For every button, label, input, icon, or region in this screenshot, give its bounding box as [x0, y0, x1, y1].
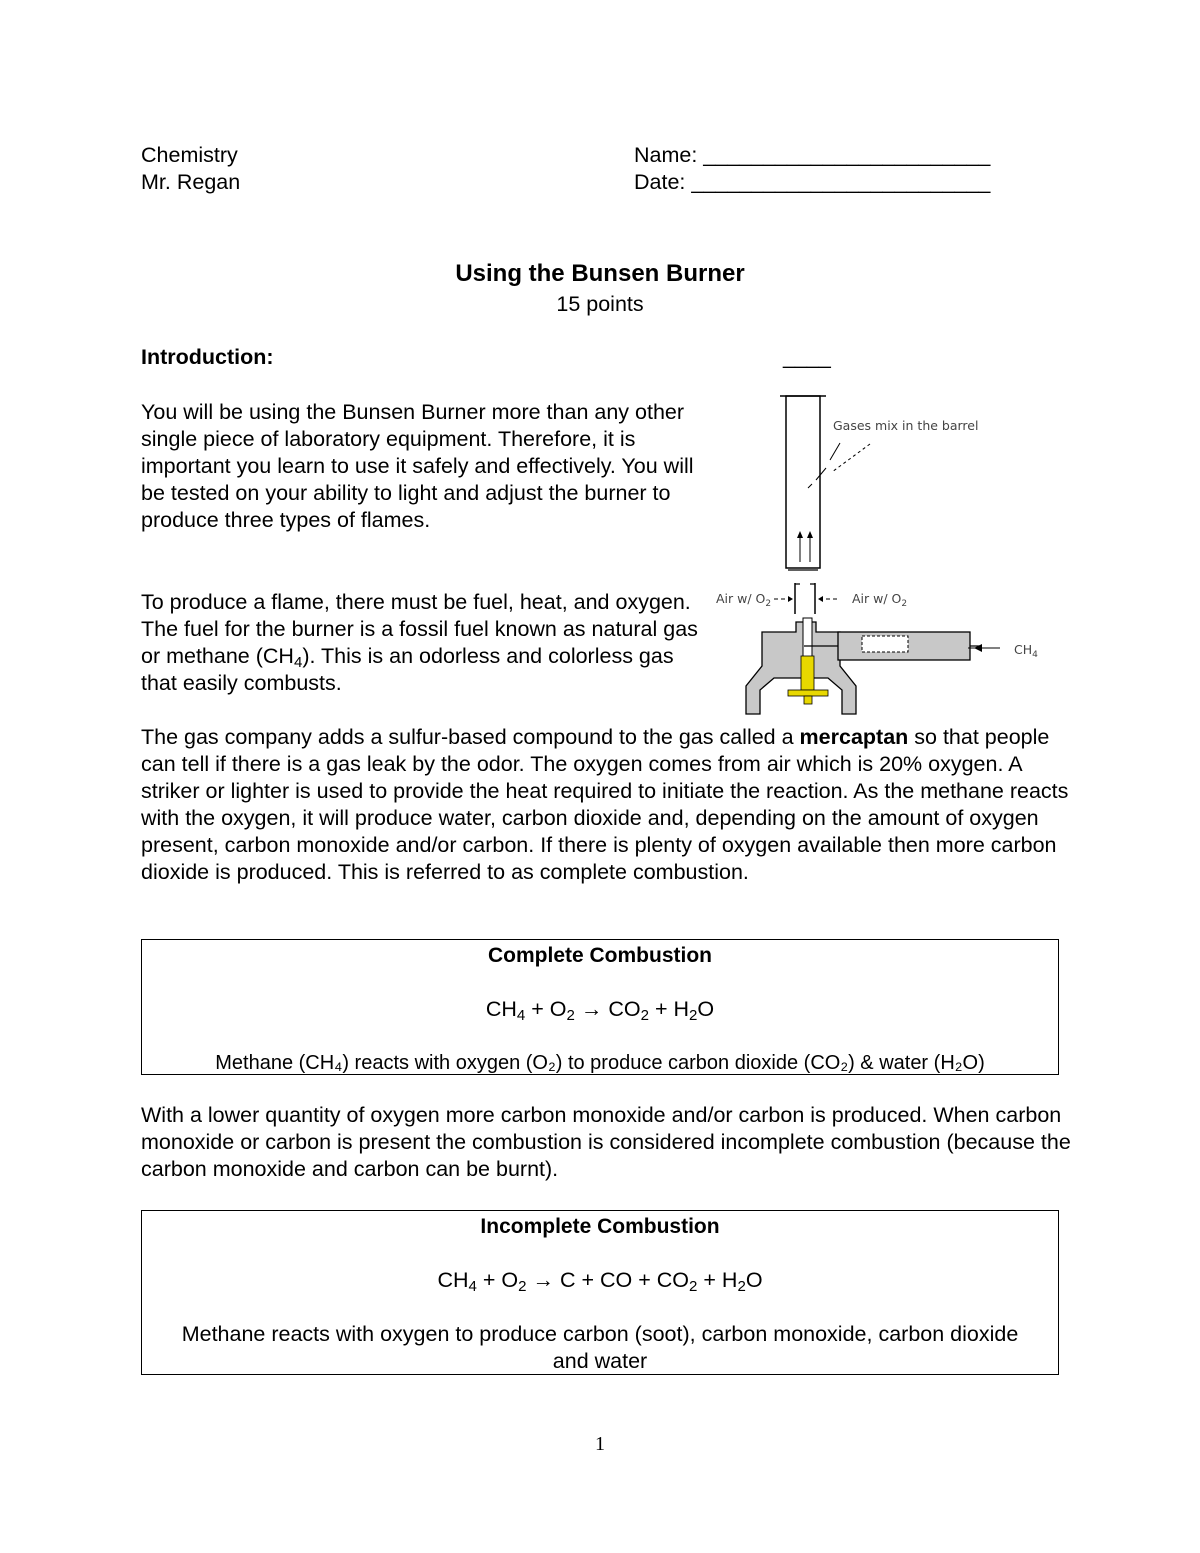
- complete-combustion-description: Methane (CH₄) reacts with oxygen (O₂) to produce carbon dioxide (CO₂) & water (H₂O): [215, 1052, 985, 1074]
- page-title: Using the Bunsen Burner: [455, 260, 745, 287]
- subject-label: Chemistry: [141, 143, 238, 167]
- date-field[interactable]: Date: _________________________: [634, 170, 991, 194]
- complete-combustion-box: [141, 939, 1059, 1075]
- complete-combustion-equation: $CH_4 + O_2 \to CO_2 + H_2O$: [485, 997, 715, 1024]
- intro-paragraph-3: The gas company adds a sulfur-based compound to the gas called a mercaptan so that people can tell if there is a gas leak by the odor. The oxygen comes from air which is 20% oxygen. A striker or lighter is used to provide the heat required to initiate the reaction. As the methane reacts with the oxygen, it will produce water, carbon dioxide and, depending on the amount of oxygen present, carbon monoxide and/or carbon. If there is plenty of oxygen available then more carbon dioxide is produced. This is referred to as complete combustion.: [141, 725, 1069, 884]
- page-number: 1: [595, 1433, 605, 1455]
- intro-heading: Introduction:: [141, 345, 274, 369]
- label-air-left: Air w/ $O_2$: [716, 591, 772, 609]
- label-air-right: Air w/ $O_2$: [852, 591, 908, 609]
- bunsen-burner-diagram: [700, 388, 1060, 718]
- points-label: 15 points: [556, 292, 644, 316]
- incomplete-combustion-box: [141, 1210, 1059, 1375]
- incomplete-combustion-title: Incomplete Combustion: [480, 1215, 720, 1238]
- intro-paragraph-2: To produce a flame, there must be fuel, heat, and oxygen. The fuel for the burner is a fossil fuel known as natural gas or methane $(CH_4)$. This is an odorless and colorless gas that easily combusts.: [141, 590, 698, 695]
- score-blank[interactable]: ____: [783, 345, 831, 369]
- incomplete-combustion-equation: $CH_4 + O_2 \to C$ + CO + $CO_2 + H_2O$: [437, 1268, 763, 1295]
- intro-paragraph-4: With a lower quantity of oxygen more carbon monoxide and/or carbon is produced. When carbon monoxide or carbon is present the combustion is considered incomplete combustion (because the carbon monoxide and carbon can be burnt).: [141, 1103, 1071, 1181]
- teacher-label: Mr. Regan: [141, 170, 241, 194]
- name-field[interactable]: Name: ________________________: [634, 143, 991, 167]
- label-ch4: $CH_4$: [1014, 642, 1038, 660]
- label-barrel: Gases mix in the barrel: [833, 418, 979, 433]
- intro-paragraph-1: You will be using the Bunsen Burner more than any other single piece of laboratory equipment. Therefore, it is important you learn to use it safely and effectively. You will be tested on your ability to light and adjust the burner to produce three types of flames.: [141, 400, 694, 532]
- incomplete-combustion-description: Methane reacts with oxygen to produce carbon (soot), carbon monoxide, carbon dioxide and water: [181, 1322, 1019, 1373]
- complete-combustion-title: Complete Combustion: [488, 944, 712, 967]
